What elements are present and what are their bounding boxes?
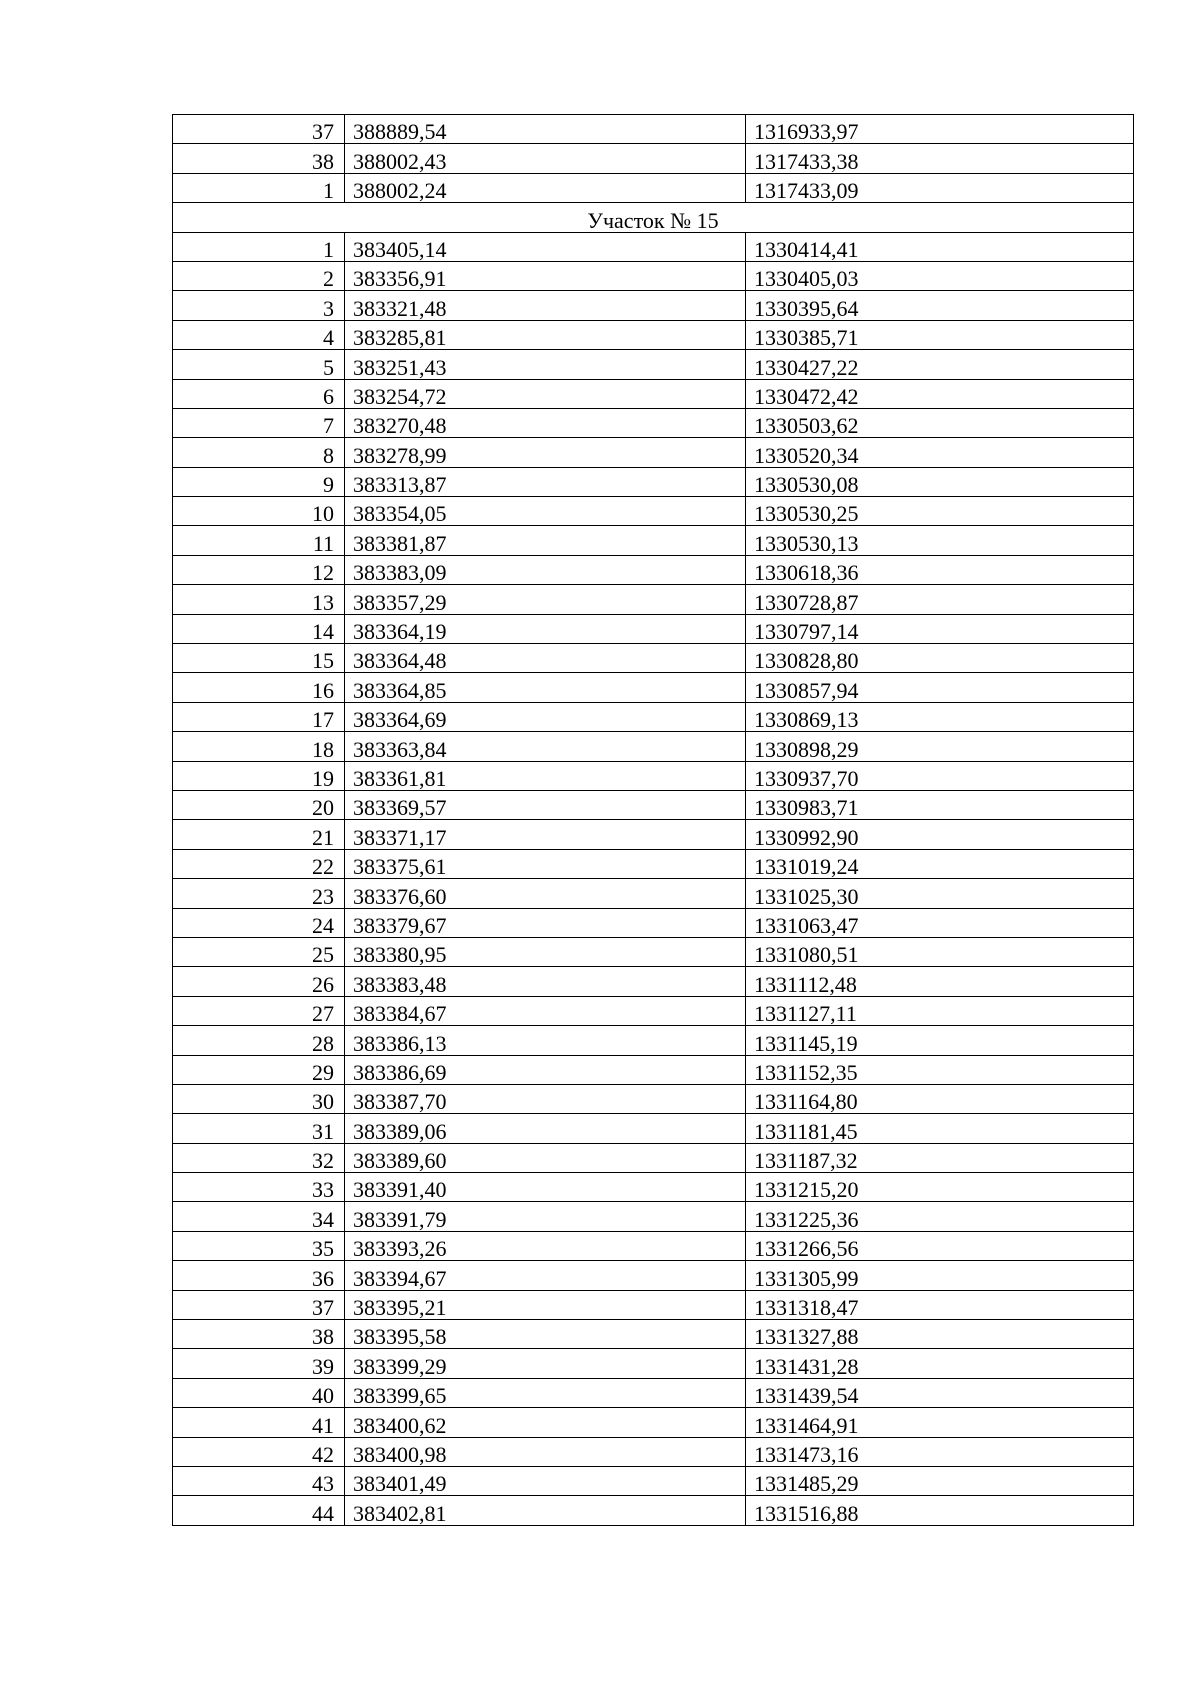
point-number: 44: [173, 1496, 345, 1525]
point-number: 20: [173, 790, 345, 819]
x-coordinate: 383402,81: [345, 1496, 746, 1525]
point-number: 8: [173, 438, 345, 467]
point-number: 11: [173, 526, 345, 555]
table-row: [173, 438, 1134, 467]
x-coordinate: 383383,09: [345, 555, 746, 584]
point-number: 37: [173, 1290, 345, 1319]
x-coordinate: 383380,95: [345, 937, 746, 966]
y-coordinate: 1330503,62: [746, 408, 1134, 437]
y-coordinate: 1330898,29: [746, 732, 1134, 761]
x-coordinate: 383371,17: [345, 820, 746, 849]
y-coordinate: 1330983,71: [746, 790, 1134, 819]
section-header-row: [173, 203, 1134, 232]
table-row: [173, 526, 1134, 555]
point-number: 32: [173, 1143, 345, 1172]
point-number: 29: [173, 1055, 345, 1084]
y-coordinate: 1331080,51: [746, 937, 1134, 966]
table-row: [173, 1437, 1134, 1466]
x-coordinate: 383401,49: [345, 1466, 746, 1495]
point-number: 12: [173, 555, 345, 584]
point-number: 19: [173, 761, 345, 790]
table-row: [173, 291, 1134, 320]
table-row: [173, 1261, 1134, 1290]
x-coordinate: 383375,61: [345, 849, 746, 878]
x-coordinate: 383391,79: [345, 1202, 746, 1231]
y-coordinate: 1330472,42: [746, 379, 1134, 408]
point-number: 4: [173, 320, 345, 349]
table-row: [173, 232, 1134, 261]
table-row: [173, 585, 1134, 614]
table-row: [173, 1320, 1134, 1349]
y-coordinate: 1331019,24: [746, 849, 1134, 878]
point-number: 36: [173, 1261, 345, 1290]
point-number: 15: [173, 644, 345, 673]
x-coordinate: 388002,24: [345, 173, 746, 202]
x-coordinate: 383389,60: [345, 1143, 746, 1172]
point-number: 26: [173, 967, 345, 996]
table-row: [173, 173, 1134, 202]
x-coordinate: 383395,58: [345, 1320, 746, 1349]
point-number: 16: [173, 673, 345, 702]
y-coordinate: 1331187,32: [746, 1143, 1134, 1172]
table-row: [173, 790, 1134, 819]
point-number: 21: [173, 820, 345, 849]
x-coordinate: 383399,29: [345, 1349, 746, 1378]
y-coordinate: 1331215,20: [746, 1173, 1134, 1202]
y-coordinate: 1331318,47: [746, 1290, 1134, 1319]
table-row: [173, 467, 1134, 496]
point-number: 28: [173, 1026, 345, 1055]
x-coordinate: 388002,43: [345, 144, 746, 173]
table-row: [173, 996, 1134, 1025]
x-coordinate: 383364,69: [345, 702, 746, 731]
y-coordinate: 1330869,13: [746, 702, 1134, 731]
x-coordinate: 383384,67: [345, 996, 746, 1025]
table-row: [173, 1026, 1134, 1055]
x-coordinate: 383313,87: [345, 467, 746, 496]
point-number: 22: [173, 849, 345, 878]
y-coordinate: 1330618,36: [746, 555, 1134, 584]
table-row: [173, 761, 1134, 790]
point-number: 6: [173, 379, 345, 408]
y-coordinate: 1330405,03: [746, 261, 1134, 290]
table-row: [173, 497, 1134, 526]
table-row: [173, 732, 1134, 761]
y-coordinate: 1330520,34: [746, 438, 1134, 467]
x-coordinate: 383399,65: [345, 1378, 746, 1407]
point-number: 17: [173, 702, 345, 731]
y-coordinate: 1331145,19: [746, 1026, 1134, 1055]
y-coordinate: 1331063,47: [746, 908, 1134, 937]
point-number: 23: [173, 879, 345, 908]
table-row: [173, 1114, 1134, 1143]
coordinates-table-body: [173, 115, 1134, 1526]
x-coordinate: 383400,98: [345, 1437, 746, 1466]
x-coordinate: 383376,60: [345, 879, 746, 908]
x-coordinate: 383391,40: [345, 1173, 746, 1202]
table-row: [173, 849, 1134, 878]
table-row: [173, 350, 1134, 379]
x-coordinate: 383369,57: [345, 790, 746, 819]
point-number: 42: [173, 1437, 345, 1466]
y-coordinate: 1331305,99: [746, 1261, 1134, 1290]
table-row: [173, 937, 1134, 966]
point-number: 38: [173, 1320, 345, 1349]
y-coordinate: 1330857,94: [746, 673, 1134, 702]
coordinates-table: [172, 114, 1134, 1526]
y-coordinate: 1331127,11: [746, 996, 1134, 1025]
x-coordinate: 383394,67: [345, 1261, 746, 1290]
point-number: 38: [173, 144, 345, 173]
table-row: [173, 1143, 1134, 1172]
point-number: 5: [173, 350, 345, 379]
point-number: 41: [173, 1408, 345, 1437]
table-row: [173, 1173, 1134, 1202]
y-coordinate: 1331431,28: [746, 1349, 1134, 1378]
point-number: 7: [173, 408, 345, 437]
x-coordinate: 383383,48: [345, 967, 746, 996]
table-row: [173, 1378, 1134, 1407]
y-coordinate: 1331473,16: [746, 1437, 1134, 1466]
y-coordinate: 1331164,80: [746, 1084, 1134, 1113]
table-row: [173, 967, 1134, 996]
x-coordinate: 383363,84: [345, 732, 746, 761]
y-coordinate: 1331025,30: [746, 879, 1134, 908]
y-coordinate: 1330530,13: [746, 526, 1134, 555]
x-coordinate: 383251,43: [345, 350, 746, 379]
x-coordinate: 383278,99: [345, 438, 746, 467]
table-row: [173, 820, 1134, 849]
y-coordinate: 1330797,14: [746, 614, 1134, 643]
table-row: [173, 320, 1134, 349]
point-number: 9: [173, 467, 345, 496]
table-row: [173, 115, 1134, 144]
table-row: [173, 1084, 1134, 1113]
x-coordinate: 383364,48: [345, 644, 746, 673]
x-coordinate: 383254,72: [345, 379, 746, 408]
point-number: 40: [173, 1378, 345, 1407]
table-row: [173, 1055, 1134, 1084]
point-number: 2: [173, 261, 345, 290]
point-number: 27: [173, 996, 345, 1025]
x-coordinate: 383395,21: [345, 1290, 746, 1319]
y-coordinate: 1331266,56: [746, 1231, 1134, 1260]
table-row: [173, 673, 1134, 702]
table-row: [173, 614, 1134, 643]
y-coordinate: 1331485,29: [746, 1466, 1134, 1495]
y-coordinate: 1331327,88: [746, 1320, 1134, 1349]
x-coordinate: 383386,13: [345, 1026, 746, 1055]
point-number: 39: [173, 1349, 345, 1378]
y-coordinate: 1330530,08: [746, 467, 1134, 496]
x-coordinate: 388889,54: [345, 115, 746, 144]
point-number: 37: [173, 115, 345, 144]
table-row: [173, 1202, 1134, 1231]
y-coordinate: 1317433,09: [746, 173, 1134, 202]
point-number: 25: [173, 937, 345, 966]
y-coordinate: 1331439,54: [746, 1378, 1134, 1407]
point-number: 31: [173, 1114, 345, 1143]
table-row: [173, 1496, 1134, 1525]
y-coordinate: 1330395,64: [746, 291, 1134, 320]
x-coordinate: 383270,48: [345, 408, 746, 437]
x-coordinate: 383389,06: [345, 1114, 746, 1143]
point-number: 43: [173, 1466, 345, 1495]
point-number: 30: [173, 1084, 345, 1113]
y-coordinate: 1330427,22: [746, 350, 1134, 379]
x-coordinate: 383400,62: [345, 1408, 746, 1437]
table-row: [173, 644, 1134, 673]
point-number: 10: [173, 497, 345, 526]
section-title: Участок № 15: [173, 203, 1134, 232]
x-coordinate: 383387,70: [345, 1084, 746, 1113]
x-coordinate: 383386,69: [345, 1055, 746, 1084]
y-coordinate: 1317433,38: [746, 144, 1134, 173]
point-number: 13: [173, 585, 345, 614]
y-coordinate: 1330992,90: [746, 820, 1134, 849]
x-coordinate: 383405,14: [345, 232, 746, 261]
table-row: [173, 144, 1134, 173]
table-row: [173, 1408, 1134, 1437]
table-row: [173, 702, 1134, 731]
point-number: 1: [173, 232, 345, 261]
x-coordinate: 383354,05: [345, 497, 746, 526]
x-coordinate: 383364,85: [345, 673, 746, 702]
x-coordinate: 383321,48: [345, 291, 746, 320]
y-coordinate: 1330385,71: [746, 320, 1134, 349]
table-row: [173, 408, 1134, 437]
y-coordinate: 1330728,87: [746, 585, 1134, 614]
table-row: [173, 1290, 1134, 1319]
x-coordinate: 383361,81: [345, 761, 746, 790]
x-coordinate: 383356,91: [345, 261, 746, 290]
y-coordinate: 1331112,48: [746, 967, 1134, 996]
y-coordinate: 1316933,97: [746, 115, 1134, 144]
point-number: 1: [173, 173, 345, 202]
x-coordinate: 383364,19: [345, 614, 746, 643]
table-row: [173, 555, 1134, 584]
table-row: [173, 379, 1134, 408]
x-coordinate: 383393,26: [345, 1231, 746, 1260]
table-row: [173, 1349, 1134, 1378]
y-coordinate: 1331225,36: [746, 1202, 1134, 1231]
point-number: 34: [173, 1202, 345, 1231]
x-coordinate: 383285,81: [345, 320, 746, 349]
x-coordinate: 383357,29: [345, 585, 746, 614]
y-coordinate: 1331181,45: [746, 1114, 1134, 1143]
y-coordinate: 1330414,41: [746, 232, 1134, 261]
x-coordinate: 383381,87: [345, 526, 746, 555]
y-coordinate: 1330530,25: [746, 497, 1134, 526]
point-number: 24: [173, 908, 345, 937]
y-coordinate: 1330828,80: [746, 644, 1134, 673]
point-number: 18: [173, 732, 345, 761]
point-number: 35: [173, 1231, 345, 1260]
x-coordinate: 383379,67: [345, 908, 746, 937]
y-coordinate: 1330937,70: [746, 761, 1134, 790]
y-coordinate: 1331464,91: [746, 1408, 1134, 1437]
table-row: [173, 1466, 1134, 1495]
table-row: [173, 908, 1134, 937]
table-row: [173, 1231, 1134, 1260]
point-number: 14: [173, 614, 345, 643]
y-coordinate: 1331152,35: [746, 1055, 1134, 1084]
table-row: [173, 261, 1134, 290]
y-coordinate: 1331516,88: [746, 1496, 1134, 1525]
point-number: 3: [173, 291, 345, 320]
table-row: [173, 879, 1134, 908]
point-number: 33: [173, 1173, 345, 1202]
